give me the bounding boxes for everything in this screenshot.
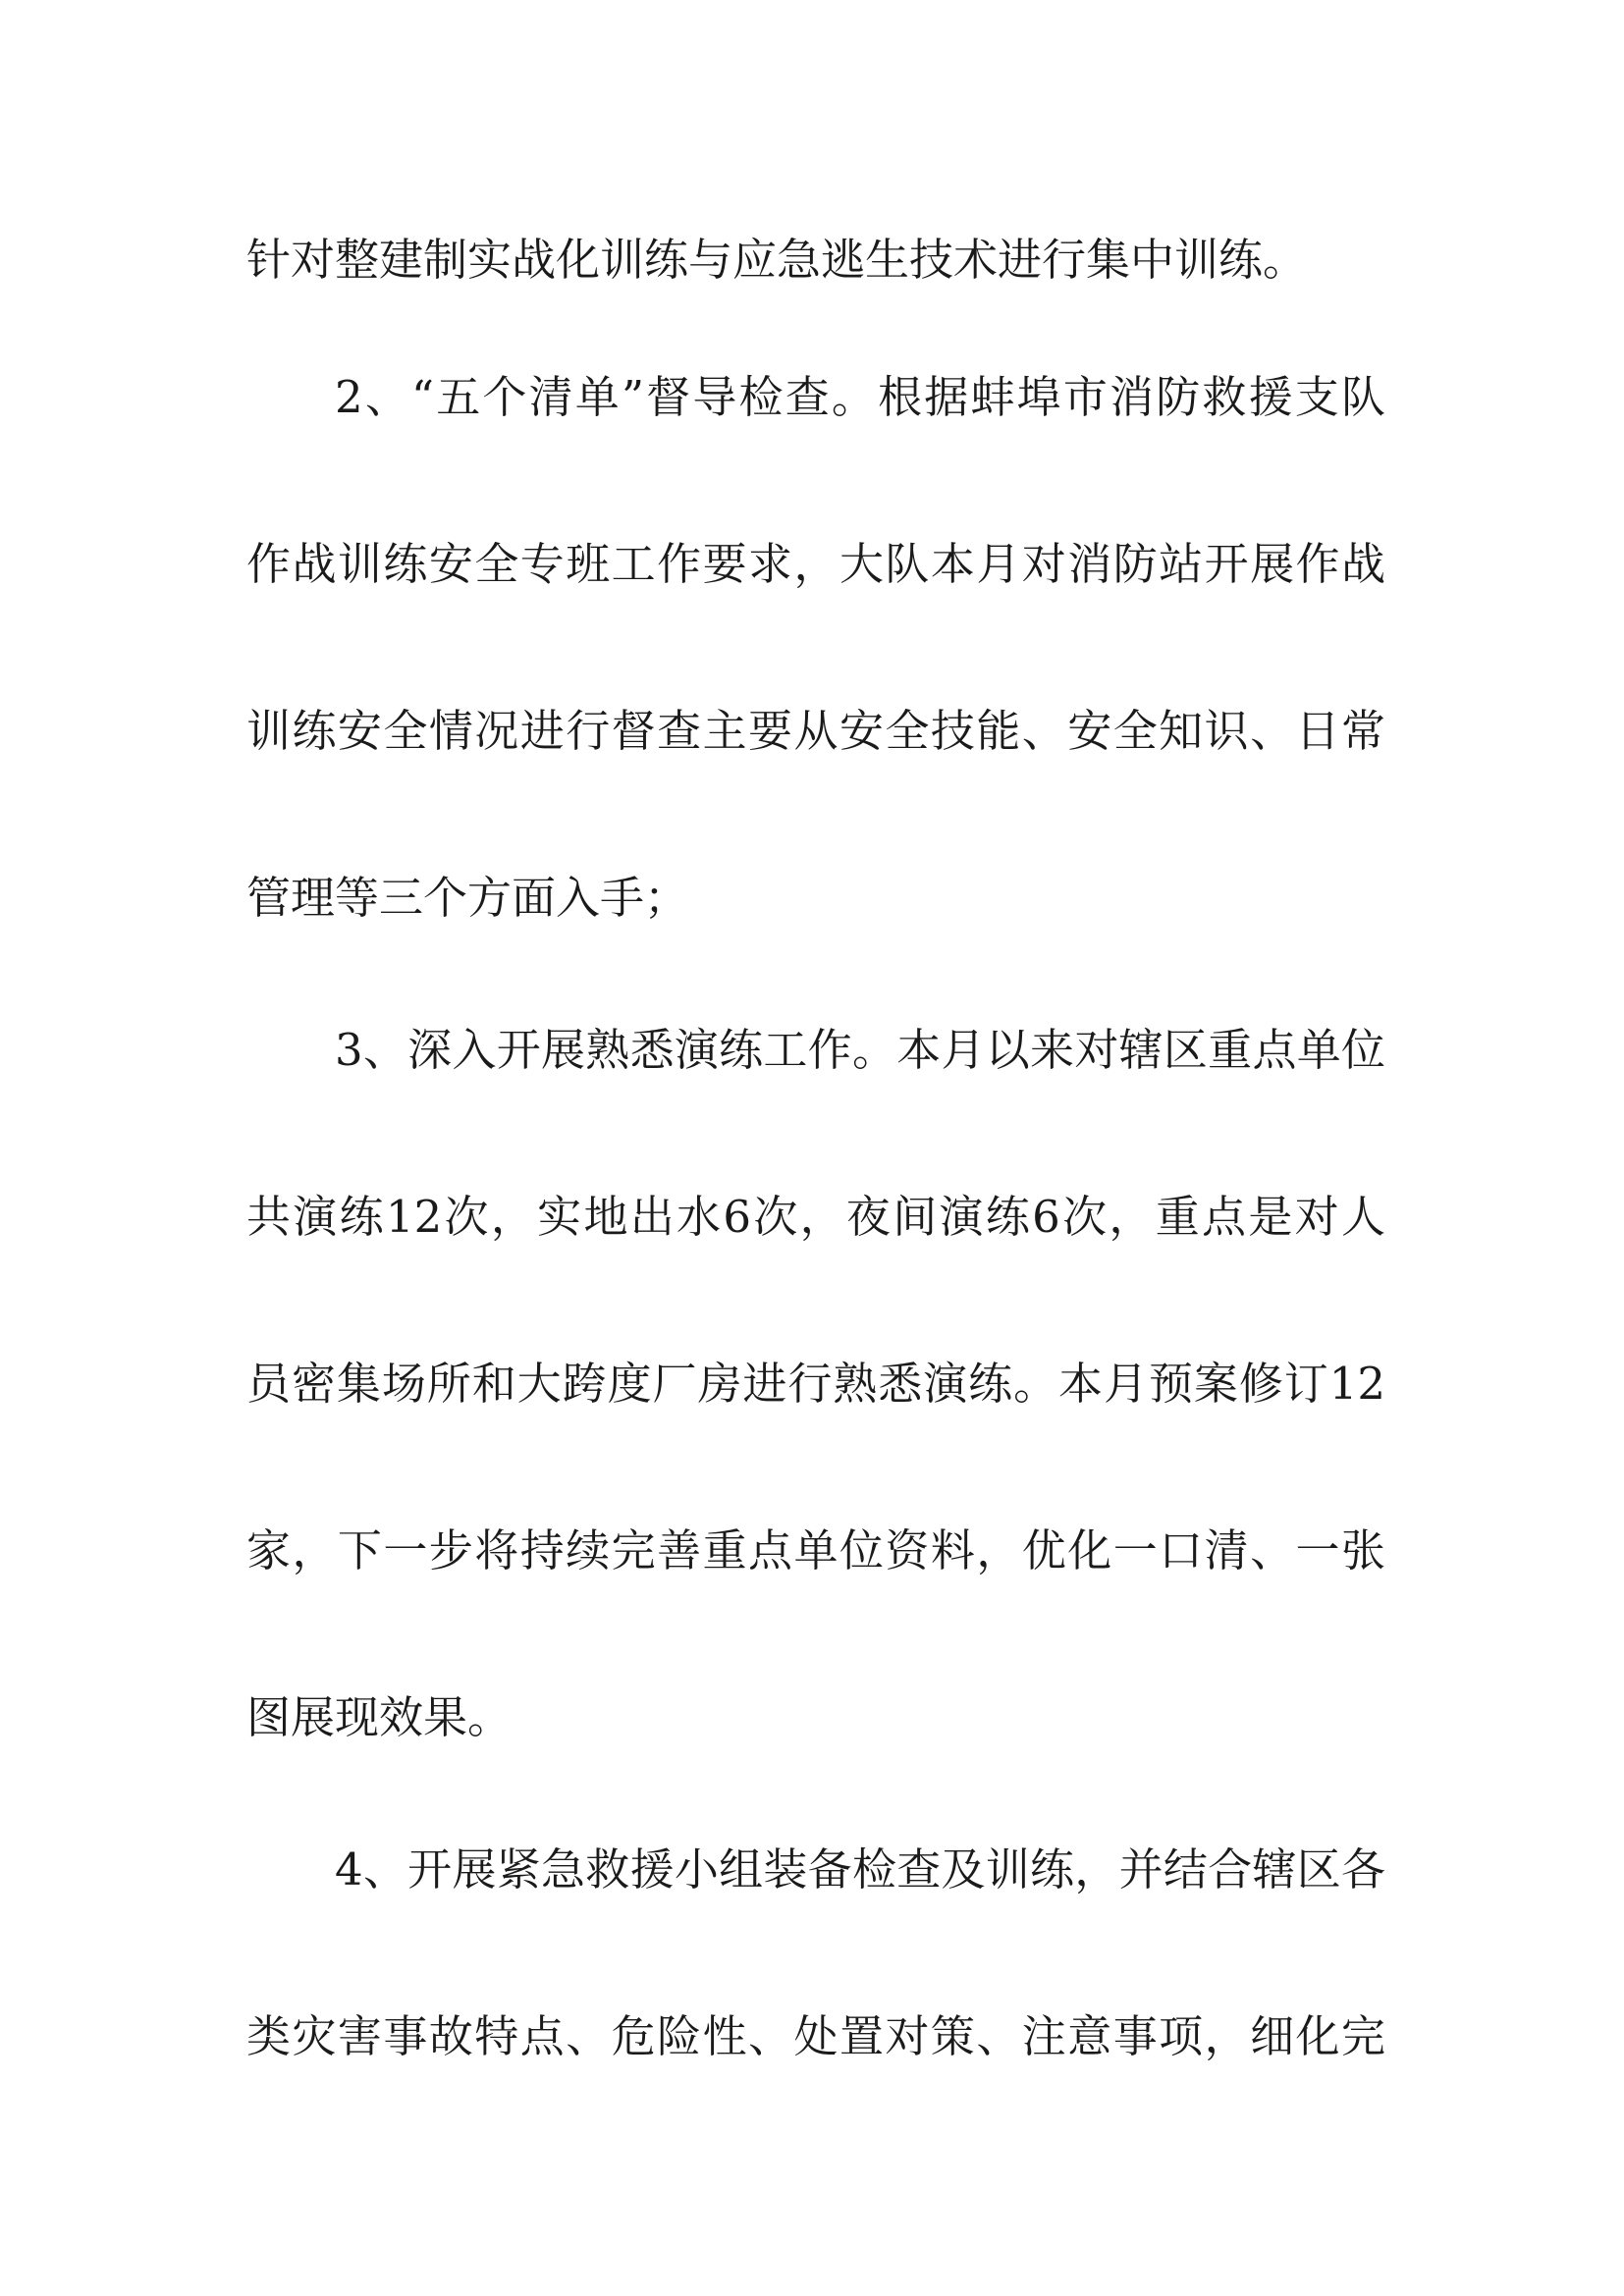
text-line-1: 针对整建制实战化训练与应急逃生技术进行集中训练。 <box>246 234 1308 286</box>
paragraph-3-line-3: 员密集场所和大跨度厂房进行熟悉演练。本月预案修订12 <box>246 1358 1385 1410</box>
paragraph-4-line-1: 4、开展紧急救援小组装备检查及训练，并结合辖区各 <box>335 1843 1385 1896</box>
paragraph-2-line-4: 管理等三个方面入手； <box>246 872 689 924</box>
paragraph-3-line-1: 3、深入开展熟悉演练工作。本月以来对辖区重点单位 <box>335 1024 1385 1076</box>
paragraph-2-line-3: 训练安全情况进行督查主要从安全技能、安全知识、日常 <box>246 705 1385 757</box>
paragraph-2-line-2: 作战训练安全专班工作要求，大队本月对消防站开展作战 <box>246 538 1385 590</box>
paragraph-2-line-1: 2、“五个清单”督导检查。根据蚌埠市消防救援支队 <box>335 371 1385 423</box>
paragraph-3-line-5: 图展现效果。 <box>246 1691 513 1743</box>
paragraph-3-line-4: 家，下一步将持续完善重点单位资料，优化一口清、一张 <box>246 1524 1385 1576</box>
paragraph-4-line-2: 类灾害事故特点、危险性、处置对策、注意事项，细化完 <box>246 2010 1385 2062</box>
paragraph-3-line-2: 共演练12次，实地出水6次，夜间演练6次，重点是对人 <box>246 1191 1385 1243</box>
